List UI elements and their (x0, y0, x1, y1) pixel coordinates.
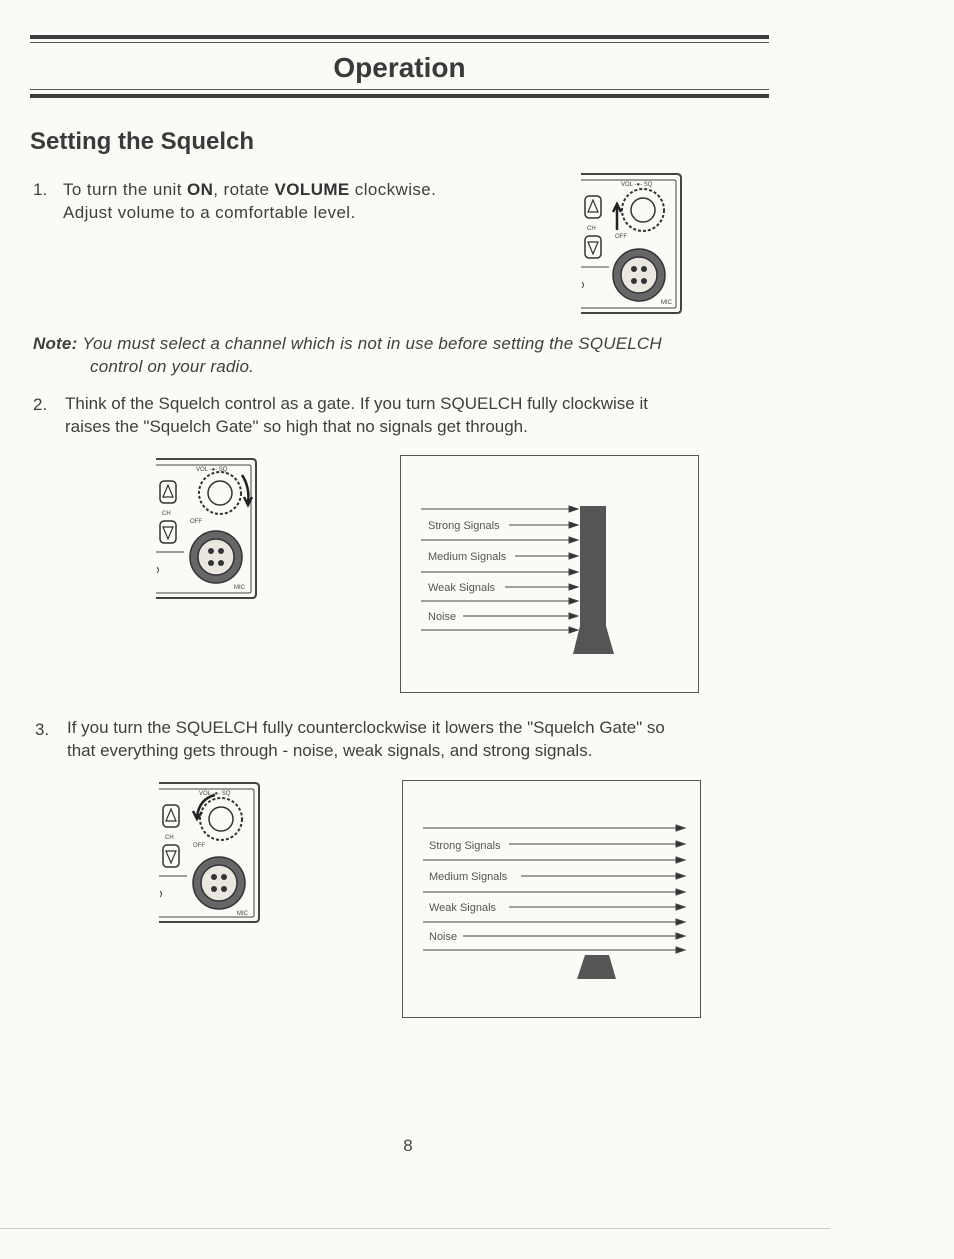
gate1-label-medium: Medium Signals (428, 551, 507, 563)
gate1-label-strong: Strong Signals (428, 520, 500, 532)
step-2-line-2: raises the "Squelch Gate" so high that no signals get through. (65, 417, 528, 436)
radio-2-ch-label: CH (162, 511, 171, 517)
page-number: 8 (403, 1136, 413, 1155)
step-3-number: 3. (35, 720, 50, 739)
radio-3-vol-sq-label: VOL -●- SQ (199, 791, 231, 797)
header-rule-top (30, 35, 769, 39)
radio-panel-illustration-2 (154, 457, 258, 600)
squelch-gate-lowered-base (577, 955, 616, 979)
gate2-label-strong: Strong Signals (429, 840, 501, 852)
radio-3-ch-label: CH (165, 835, 174, 841)
note-line-2: control on your radio. (90, 357, 255, 376)
header-rule-bottom (30, 94, 769, 98)
gate1-label-weak: Weak Signals (428, 582, 496, 594)
step-1-number: 1. (33, 180, 48, 199)
gate2-label-medium: Medium Signals (429, 871, 508, 883)
section-title: Setting the Squelch (30, 128, 255, 155)
radio-panel-illustration-3 (157, 781, 261, 924)
step-1-text-b: , rotate (213, 180, 275, 199)
note-label: Note: (33, 334, 78, 353)
squelch-gate-raised-diagram (400, 455, 699, 693)
step-2-text (65, 392, 795, 438)
radio-1-mic-label: MIC (661, 300, 672, 306)
gate2-label-weak: Weak Signals (429, 902, 497, 914)
radio-1-off-label: OFF (615, 234, 627, 240)
page-title: Operation (333, 52, 466, 83)
gate2-label-noise: Noise (429, 931, 458, 943)
radio-2-mic-label: MIC (234, 585, 245, 591)
squelch-gate-bar (580, 506, 606, 641)
radio-1-ch-label: CH (587, 226, 596, 232)
rotate-arrow-icon (613, 204, 621, 230)
step-3-line-1: If you turn the SQUELCH fully counterclockwise it lowers the "Squelch Gate" so (67, 718, 665, 737)
step-1-text (63, 178, 533, 224)
radio-1-vol-sq-label: VOL -●- SQ (621, 182, 653, 188)
squelch-gate-raised-svg (401, 456, 698, 692)
step-2-number: 2. (33, 395, 48, 414)
radio-3-off-label: OFF (193, 843, 205, 849)
step-1-line-2: Adjust volume to a comfortable level. (63, 203, 356, 222)
step-1-on: ON (186, 180, 214, 199)
note (33, 332, 793, 378)
step-1-text-c: clockwise. (349, 180, 437, 199)
header-rule-top-thin (30, 42, 769, 43)
gate1-label-noise: Noise (428, 611, 457, 623)
step-3-line-2: that everything gets through - noise, weak signals, and strong signals. (67, 741, 593, 760)
squelch-gate-base (573, 626, 614, 654)
step-1-volume: VOLUME (274, 180, 350, 199)
radio-panel-illustration-1 (579, 172, 683, 315)
squelch-gate-lowered-svg (403, 781, 700, 1017)
step-3-text (67, 716, 797, 762)
radio-2-vol-sq-label: VOL -●- SQ (196, 467, 228, 473)
radio-3-mic-label: MIC (237, 911, 248, 917)
step-2-line-1: Think of the Squelch control as a gate. If you turn SQUELCH fully clockwise it (65, 394, 648, 413)
radio-2-off-label: OFF (190, 519, 202, 525)
page-bottom-edge (0, 1228, 830, 1229)
header-rule-bottom-thin (30, 89, 769, 90)
squelch-gate-lowered-diagram (402, 780, 701, 1018)
note-line-1: You must select a channel which is not in use before setting the SQUELCH (82, 334, 662, 353)
step-1-text-a: To turn the unit (63, 180, 187, 199)
